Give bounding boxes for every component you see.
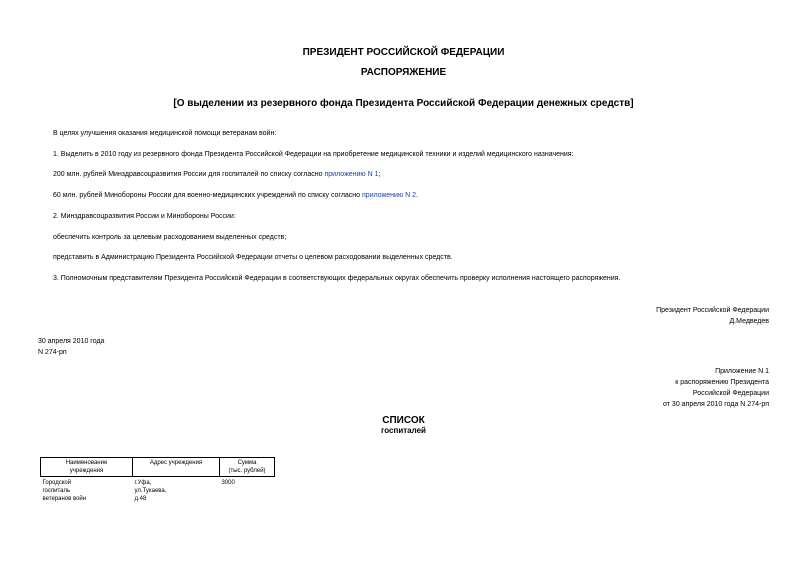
- signature-position: Президент Российской Федерации: [656, 307, 769, 314]
- appendix-2-link[interactable]: приложению N 2: [362, 192, 417, 199]
- cell-address: [133, 477, 220, 504]
- signature-block: [656, 305, 769, 327]
- paragraph-1a-text: 200 млн. рублей Минздравсоцразвития России для госпиталей по списку согласно: [53, 171, 325, 178]
- paragraph-1a: [53, 170, 380, 179]
- header-address-text: Адрес учреждения: [149, 460, 203, 466]
- header-name-line-2: учреждения: [69, 468, 104, 474]
- appendix-line-2: к распоряжению Президента: [675, 379, 769, 386]
- document-info: [38, 336, 104, 358]
- paragraph-1b-text: 60 млн. рублей Минобороны России для военно-медицинских учреждений по списку согласно: [53, 192, 363, 199]
- cell-address-line-3: д.48: [134, 496, 147, 502]
- column-header-name: [41, 458, 133, 477]
- appendix-line-1: Приложение N 1: [715, 368, 769, 375]
- table-header-row: [41, 458, 275, 477]
- intro-paragraph: В целях улучшения оказания медицинской помощи ветеранам войн:: [53, 130, 277, 137]
- signature-name: Д.Медведев: [729, 318, 769, 325]
- paragraph-1b: [53, 191, 418, 200]
- paragraph-2a: обеспечить контроль за целевым расходованием выделенных средств;: [53, 234, 287, 241]
- document-number: N 274-рп: [38, 349, 67, 356]
- paragraph-2b: представить в Администрацию Президента Российской Федерации отчеты о целевом расходовании выделенных средств.: [53, 254, 453, 261]
- cell-name-line-2: госпиталь: [42, 488, 71, 494]
- paragraph-2: 2. Минздравсоцразвития России и Минобороны России:: [53, 213, 236, 220]
- header-sum-line-1: Сумма: [237, 460, 257, 466]
- list-title: СПИСОК: [382, 415, 425, 426]
- cell-name-line-1: Городской: [42, 480, 72, 486]
- appendix-line-3: Российской Федерации: [692, 390, 769, 397]
- paragraph-3: 3. Полномочным представителям Президента Российской Федерации в соответствующих федеральных округах обеспечить проверку исполнения настоящего распоряжения.: [53, 275, 621, 282]
- appendix-header: [663, 366, 769, 410]
- authority-heading: ПРЕЗИДЕНТ РОССИЙСКОЙ ФЕДЕРАЦИИ: [302, 47, 505, 58]
- cell-address-line-1: г.Уфа,: [134, 480, 152, 486]
- document-title: [О выделении из резервного фонда Президента Российской Федерации денежных средств]: [173, 98, 634, 109]
- column-header-address: [133, 458, 220, 477]
- cell-sum: 3000: [221, 480, 235, 486]
- cell-name: [41, 477, 133, 504]
- paragraph-1b-end: .: [416, 192, 418, 199]
- table-row: [41, 477, 275, 504]
- header-sum-line-2: (тыс. рублей): [228, 468, 266, 474]
- appendix-1-link[interactable]: приложению N 1: [324, 171, 379, 178]
- paragraph-1a-end: ;: [378, 171, 381, 178]
- list-subtitle: госпиталей: [381, 426, 426, 435]
- hospitals-table: [40, 457, 275, 503]
- header-name-line-1: Наименование: [65, 460, 108, 466]
- appendix-line-4: от 30 апреля 2010 года N 274-рп: [663, 401, 769, 408]
- paragraph-1: 1. Выделить в 2010 году из резервного фонда Президента Российской Федерации на приобретение медицинской техники и изделий медицинского назначения:: [53, 151, 574, 158]
- column-header-sum: [220, 458, 275, 477]
- cell-address-line-2: ул.Тукаева,: [134, 488, 167, 494]
- cell-name-line-3: ветеранов войн: [42, 496, 87, 502]
- document-type-heading: РАСПОРЯЖЕНИЕ: [360, 67, 447, 78]
- document-date: 30 апреля 2010 года: [38, 338, 105, 345]
